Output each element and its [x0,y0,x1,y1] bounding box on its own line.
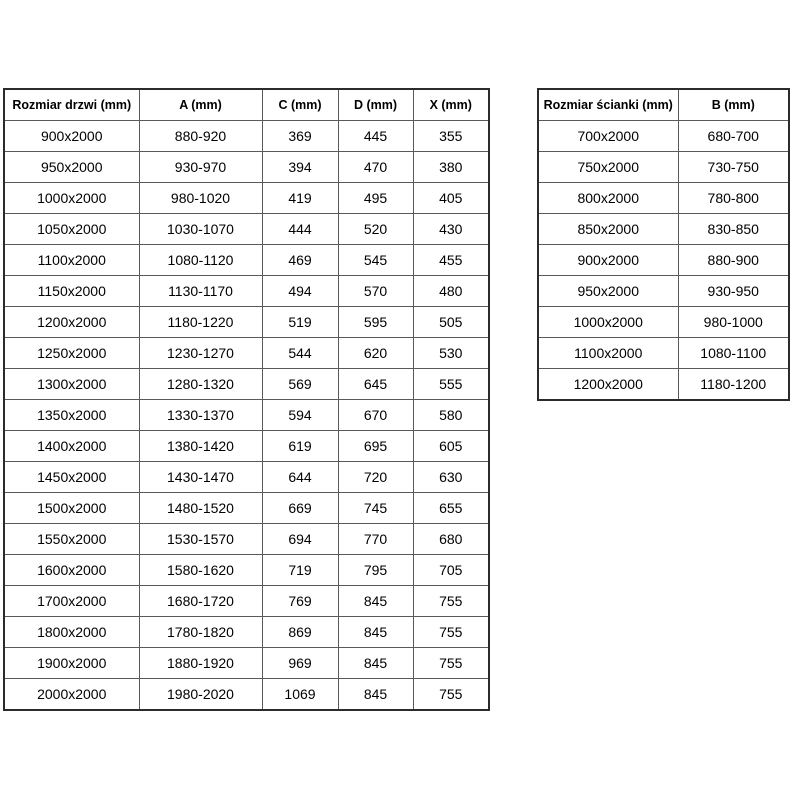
table-cell: 1180-1200 [678,369,789,401]
table-row [4,214,489,245]
table-cell: 1069 [262,679,338,711]
table-row [4,462,489,493]
table-row [4,648,489,679]
table-row [4,431,489,462]
table-cell: 1200x2000 [4,307,139,338]
table-row [4,276,489,307]
table-cell: 1330-1370 [139,400,262,431]
table-cell: 950x2000 [4,152,139,183]
table-row [4,338,489,369]
table-cell: 1280-1320 [139,369,262,400]
table-cell: 1500x2000 [4,493,139,524]
table-row [538,214,789,245]
table-cell: 1780-1820 [139,617,262,648]
column-header: X (mm) [413,89,489,121]
table-cell: 900x2000 [4,121,139,152]
column-header: C (mm) [262,89,338,121]
table-cell: 355 [413,121,489,152]
table-cell: 1980-2020 [139,679,262,711]
table-row [4,307,489,338]
table-cell: 1480-1520 [139,493,262,524]
table-cell: 750x2000 [538,152,678,183]
table-cell: 719 [262,555,338,586]
table-cell: 869 [262,617,338,648]
table-row [4,493,489,524]
door-sizes-table [3,88,490,711]
table-cell: 850x2000 [538,214,678,245]
table-cell: 1150x2000 [4,276,139,307]
table-cell: 880-900 [678,245,789,276]
table-cell: 555 [413,369,489,400]
table-cell: 1680-1720 [139,586,262,617]
table-cell: 570 [338,276,413,307]
column-header: Rozmiar ścianki (mm) [538,89,678,121]
table-row [538,245,789,276]
table-cell: 755 [413,648,489,679]
table-cell: 755 [413,586,489,617]
table-cell: 720 [338,462,413,493]
table-cell: 680 [413,524,489,555]
table-cell: 530 [413,338,489,369]
table-cell: 2000x2000 [4,679,139,711]
table-cell: 669 [262,493,338,524]
table-cell: 950x2000 [538,276,678,307]
table-cell: 900x2000 [538,245,678,276]
table-cell: 544 [262,338,338,369]
table-cell: 755 [413,617,489,648]
table-cell: 430 [413,214,489,245]
door-sizes-table-head [4,89,489,121]
table-cell: 1550x2000 [4,524,139,555]
table-cell: 845 [338,617,413,648]
column-header: A (mm) [139,89,262,121]
table-cell: 630 [413,462,489,493]
table-cell: 830-850 [678,214,789,245]
table-cell: 745 [338,493,413,524]
table-cell: 1430-1470 [139,462,262,493]
table-cell: 705 [413,555,489,586]
table-cell: 1080-1120 [139,245,262,276]
table-cell: 419 [262,183,338,214]
table-cell: 1100x2000 [538,338,678,369]
table-row [538,152,789,183]
table-row [538,307,789,338]
table-cell: 494 [262,276,338,307]
table-cell: 1250x2000 [4,338,139,369]
table-row [4,679,489,711]
table-cell: 1080-1100 [678,338,789,369]
table-cell: 680-700 [678,121,789,152]
table-cell: 455 [413,245,489,276]
table-cell: 580 [413,400,489,431]
table-row [4,617,489,648]
table-cell: 495 [338,183,413,214]
table-cell: 380 [413,152,489,183]
table-row [4,183,489,214]
table-cell: 670 [338,400,413,431]
table-row [4,555,489,586]
table-cell: 595 [338,307,413,338]
table-cell: 1130-1170 [139,276,262,307]
table-cell: 1800x2000 [4,617,139,648]
table-cell: 444 [262,214,338,245]
table-row [538,369,789,401]
table-cell: 445 [338,121,413,152]
table-cell: 519 [262,307,338,338]
header-row [538,89,789,121]
table-cell: 930-970 [139,152,262,183]
door-sizes-table-body [4,121,489,711]
table-cell: 1600x2000 [4,555,139,586]
table-cell: 755 [413,679,489,711]
table-cell: 1030-1070 [139,214,262,245]
table-cell: 1000x2000 [4,183,139,214]
wall-sizes-table-head [538,89,789,121]
table-cell: 694 [262,524,338,555]
table-cell: 1900x2000 [4,648,139,679]
table-row [4,586,489,617]
table-cell: 470 [338,152,413,183]
table-row [4,121,489,152]
table-cell: 700x2000 [538,121,678,152]
table-cell: 505 [413,307,489,338]
table-cell: 770 [338,524,413,555]
wall-sizes-table-body [538,121,789,401]
table-cell: 880-920 [139,121,262,152]
table-cell: 845 [338,679,413,711]
table-cell: 655 [413,493,489,524]
table-cell: 605 [413,431,489,462]
table-row [538,338,789,369]
table-cell: 394 [262,152,338,183]
table-cell: 845 [338,586,413,617]
table-cell: 1200x2000 [538,369,678,401]
table-cell: 1180-1220 [139,307,262,338]
table-cell: 969 [262,648,338,679]
table-cell: 795 [338,555,413,586]
table-cell: 569 [262,369,338,400]
column-header: B (mm) [678,89,789,121]
table-cell: 1100x2000 [4,245,139,276]
table-cell: 520 [338,214,413,245]
table-cell: 980-1020 [139,183,262,214]
table-cell: 1230-1270 [139,338,262,369]
column-header: D (mm) [338,89,413,121]
table-cell: 1530-1570 [139,524,262,555]
table-cell: 480 [413,276,489,307]
table-row [538,276,789,307]
table-cell: 769 [262,586,338,617]
wall-sizes-table [537,88,790,401]
table-row [4,524,489,555]
table-row [4,369,489,400]
table-row [538,121,789,152]
table-cell: 1350x2000 [4,400,139,431]
table-cell: 1050x2000 [4,214,139,245]
table-cell: 1000x2000 [538,307,678,338]
table-cell: 1580-1620 [139,555,262,586]
table-cell: 695 [338,431,413,462]
table-cell: 800x2000 [538,183,678,214]
table-cell: 1380-1420 [139,431,262,462]
table-cell: 620 [338,338,413,369]
table-cell: 644 [262,462,338,493]
header-row [4,89,489,121]
table-cell: 780-800 [678,183,789,214]
table-row [4,152,489,183]
table-row [4,400,489,431]
table-cell: 1450x2000 [4,462,139,493]
table-cell: 469 [262,245,338,276]
table-cell: 645 [338,369,413,400]
table-cell: 1880-1920 [139,648,262,679]
table-cell: 369 [262,121,338,152]
table-cell: 845 [338,648,413,679]
table-row [4,245,489,276]
table-cell: 730-750 [678,152,789,183]
table-cell: 405 [413,183,489,214]
table-cell: 930-950 [678,276,789,307]
table-cell: 980-1000 [678,307,789,338]
table-cell: 1300x2000 [4,369,139,400]
column-header: Rozmiar drzwi (mm) [4,89,139,121]
table-cell: 594 [262,400,338,431]
table-cell: 1700x2000 [4,586,139,617]
table-row [538,183,789,214]
table-cell: 1400x2000 [4,431,139,462]
table-cell: 545 [338,245,413,276]
table-cell: 619 [262,431,338,462]
